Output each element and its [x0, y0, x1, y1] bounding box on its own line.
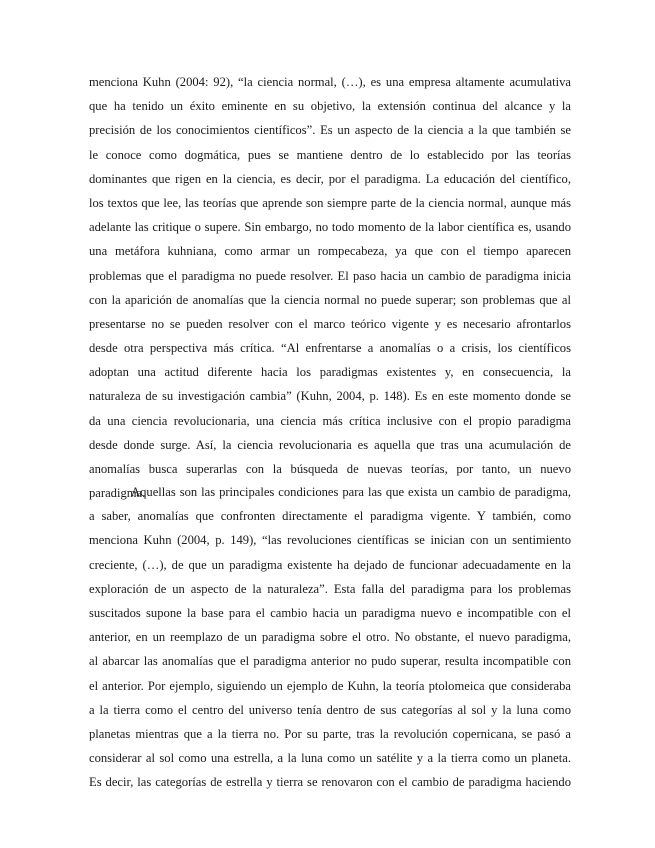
text-line: anomalías busca superarlas con la búsqueda de nuevas teorías, por tanto, un nuevo	[89, 462, 571, 476]
text-line: menciona Kuhn (2004, p. 149), “las revoluciones científicas se inician con un sentimiento	[89, 533, 571, 548]
paragraph-2	[89, 480, 571, 794]
text-line: exploración de un aspecto de la naturaleza”. Esta falla del paradigma para los problemas	[89, 581, 571, 596]
text-line: anterior, en un reemplazo de un paradigma sobre el otro. No obstante, el nuevo paradigma,	[89, 630, 571, 645]
text-line: problemas que el paradigma no puede resolver. El paso hacia un cambio de paradigma inicia	[89, 268, 571, 283]
text-line: creciente, (…), de que un paradigma existente ha dejado de funcionar adecuadamente en la	[89, 557, 571, 572]
text-line: con la aparición de anomalías que la ciencia normal no puede superar; son problemas que al	[89, 292, 571, 307]
text-line: precisión de los conocimientos científicos”. Es un aspecto de la ciencia a la que también se	[89, 123, 571, 138]
text-line: da una ciencia revolucionaria, una ciencia más crítica inclusive con el propio paradigma	[89, 413, 571, 428]
text-line: a la tierra como el centro del universo tenía dentro de sus categorías al sol y la luna como	[89, 702, 571, 717]
text-line: el anterior. Por ejemplo, siguiendo un ejemplo de Kuhn, la teoría ptolomeica que consideraba	[89, 678, 571, 693]
text-line: desde otra perspectiva más crítica. “Al enfrentarse a anomalías o a crisis, los científicos	[89, 341, 571, 356]
text-line: presentarse no se pueden resolver con el marco teórico vigente y es necesario afrontarlos	[89, 316, 571, 331]
paragraph-1	[89, 70, 571, 505]
text-line: que ha tenido un éxito eminente en su objetivo, la extensión continua del alcance y la	[89, 99, 571, 114]
text-line: Aquellas son las principales condiciones para las que exista un cambio de paradigma,	[131, 485, 571, 499]
text-line: desde donde surge. Así, la ciencia revolucionaria es aquella que tras una acumulación de	[89, 437, 571, 452]
text-line: menciona Kuhn (2004: 92), “la ciencia normal, (…), es una empresa altamente acumulativa	[89, 75, 571, 89]
text-line: una metáfora kuhniana, como armar un rompecabeza, ya que con el tiempo aparecen	[89, 244, 571, 259]
text-line: Es decir, las categorías de estrella y tierra se renovaron con el cambio de paradigma haciendo	[89, 775, 571, 790]
text-line: dominantes que rigen en la ciencia, es decir, por el paradigma. La educación del científico,	[89, 171, 571, 186]
text-line: adelante las critique o supere. Sin embargo, no todo momento de la labor científica es, usando	[89, 220, 571, 235]
text-line: a saber, anomalías que confronten directamente el paradigma vigente. Y también, como	[89, 509, 571, 524]
text-line: le conoce como dogmática, pues se mantiene dentro de lo establecido por las teorías	[89, 147, 571, 162]
text-line: suscitados supone la base para el cambio hacia un paradigma nuevo e incompatible con el	[89, 605, 571, 620]
text-line: considerar al sol como una estrella, a la luna como un satélite y a la tierra como un planeta.	[89, 751, 571, 766]
text-line: adoptan una actitud diferente hacia los paradigmas existentes y, en consecuencia, la	[89, 365, 571, 380]
text-line: paradigma.	[89, 486, 146, 501]
text-line: los textos que lee, las teorías que aprende son siempre parte de la ciencia normal, aunque más	[89, 195, 571, 210]
text-line: planetas mientras que a la tierra no. Por su parte, tras la revolución copernicana, se pasó a	[89, 726, 571, 741]
text-line: naturaleza de su investigación cambia” (Kuhn, 2004, p. 148). Es en este momento donde se	[89, 389, 571, 404]
text-line: al abarcar las anomalías que el paradigma anterior no pudo superar, resulta incompatible con	[89, 654, 571, 669]
